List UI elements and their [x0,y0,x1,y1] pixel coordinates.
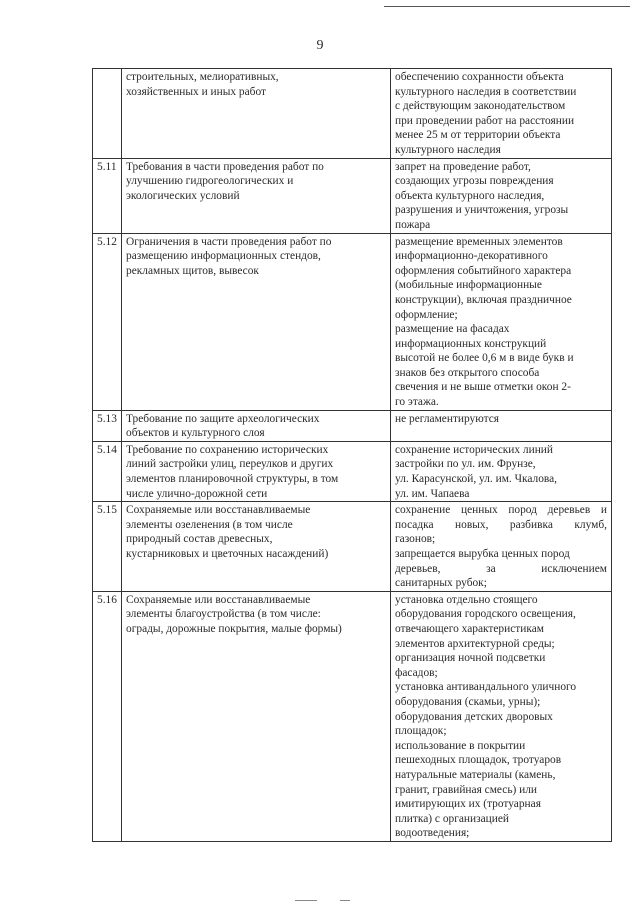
row-number-cell: 5.14 [93,441,122,501]
regime-line: плитка) с организацией [395,812,510,825]
requirement-line: экологических условий [126,189,240,202]
requirement-cell [122,69,391,159]
requirement-line: Сохраняемые или восстанавливаемые [126,504,311,517]
table-row [93,591,612,841]
regime-line: гранит, гравийная смесь) или [395,783,538,796]
requirements-table [92,68,612,842]
requirement-line: хозяйственных и иных работ [126,85,266,98]
requirement-line: числе улично-дорожной сети [126,487,268,500]
table-row [93,158,612,233]
requirement-line: Требование по защите археологических [126,412,320,425]
regime-line: пожара [395,218,431,231]
page-bottom-edge [0,896,640,905]
regime-line: водоотведения; [395,827,470,840]
requirement-line: объектов и культурного слоя [126,427,265,440]
requirement-cell [122,591,391,841]
regime-cell [391,441,612,501]
regime-cell [391,502,612,592]
row-number-cell: 5.11 [93,158,122,233]
regime-line: имитирующих их (тротуарная [395,798,541,811]
table-row [93,410,612,441]
row-number-cell: 5.15 [93,502,122,592]
regime-line: объекта культурного наследия, [395,189,545,202]
requirement-line: Требования в части проведения работ по [126,160,324,173]
regime-line: натуральные материалы (камень, [395,768,556,781]
regime-cell [391,410,612,441]
table-row [93,69,612,159]
row-number-cell: 5.12 [93,233,122,410]
row-number-cell [93,69,122,159]
regime-cell [391,69,612,159]
regime-line: ул. Карасунской, ул. им. Чкалова, [395,473,558,486]
requirement-line: кустарниковых и цветочных насаждений) [126,548,329,560]
regime-line: размещение временных элементов [395,235,563,248]
requirement-line: Требование по сохранению исторических [126,443,329,456]
requirement-line: Сохраняемые или восстанавливаемые [126,593,311,606]
requirement-line: элементов планировочной структуры, в том [126,473,339,486]
requirement-line: элементы благоустройства (в том числе: [126,608,321,621]
regime-line: при проведении работ на расстоянии [395,114,575,127]
regime-line: запрещается вырубка ценных пород [395,548,570,560]
regime-line: не регламентируются [395,412,500,425]
table-row [93,441,612,501]
regime-line: элементов архитектурной среды; [395,637,555,650]
requirement-line: размещению информационных стендов, [126,250,321,263]
regime-line: запрет на проведение работ, [395,160,531,173]
requirement-cell [122,441,391,501]
header-rule [384,6,630,7]
regime-line: культурного наследия в соответствии [395,85,577,98]
requirement-cell [122,502,391,592]
requirement-line: рекламных щитов, вывесок [126,264,259,277]
regime-line: конструкции), включая праздничное [395,293,572,306]
requirement-cell [122,233,391,410]
regime-line: организация ночной подсветки [395,652,546,665]
regime-line: знаков без открытого способа [395,366,540,379]
requirement-line: строительных, мелиоративных, [126,71,279,83]
row-number-cell: 5.16 [93,591,122,841]
regime-line: с действующим законодательством [395,100,566,113]
regime-line: создающих угрозы повреждения [395,175,554,188]
row-number-cell: 5.13 [93,410,122,441]
regime-line: оборудования городского освещения, [395,608,576,621]
regime-line: установка антивандального уличного [395,681,577,694]
regime-line: ул. им. Чапаева [395,487,470,500]
requirement-line: природный состав древесных, [126,533,273,546]
regime-cell [391,233,612,410]
requirement-line: ограды, дорожные покрытия, малые формы) [126,622,342,635]
regime-line: высотой не более 0,6 м в виде букв и [395,352,574,365]
regime-line: сохранение исторических линий [395,443,553,456]
regime-line: посадка новых, разбивка клумб, [395,518,607,531]
regime-line: культурного наследия [395,143,501,156]
regime-line: менее 25 м от территории объекта [395,129,561,142]
table-row [93,233,612,410]
regime-line: санитарных рубок; [395,577,487,590]
regime-line: свечения и не выше отметки окон 2- [395,381,571,394]
table-row [93,502,612,592]
requirement-line: Ограничения в части проведения работ по [126,235,332,248]
regime-line: застройки по ул. им. Фрунзе, [395,458,536,471]
regime-line: оборудования детских дворовых [395,710,553,723]
regime-line: площадок; [395,725,447,738]
regime-line: го этажа. [395,396,439,409]
regime-line: информационных конструкций [395,337,547,350]
requirement-line: линий застройки улиц, переулков и других [126,458,334,471]
regime-line: отвечающего характеристикам [395,622,544,635]
regime-line: обеспечению сохранности объекта [395,71,564,83]
regime-cell [391,158,612,233]
requirement-cell [122,158,391,233]
requirement-line: элементы озеленения (в том числе [126,518,293,531]
regime-line: использование в покрытии [395,739,526,752]
regime-line: разрушения и уничтожения, угрозы [395,204,569,217]
regime-line: оформление; [395,308,458,321]
regime-line: размещение на фасадах [395,323,510,336]
regime-line: газонов; [395,533,436,546]
regime-line: информационно-декоративного [395,250,548,263]
regime-line: пешеходных площадок, тротуаров [395,754,562,767]
regime-line: оформления событийного характера [395,264,572,277]
regime-line: оборудования (скамьи, урны); [395,695,541,708]
regime-line: установка отдельно стоящего [395,593,538,606]
requirement-line: улучшению гидрогеологических и [126,175,294,188]
page-number: 9 [316,38,324,53]
regime-line: фасадов; [395,666,438,679]
requirement-cell [122,410,391,441]
regime-cell [391,591,612,841]
regime-line: (мобильные информационные [395,279,542,292]
regime-line: сохранение ценных пород деревьев и [395,504,607,517]
regime-line: деревьев, за исключением [395,562,607,575]
